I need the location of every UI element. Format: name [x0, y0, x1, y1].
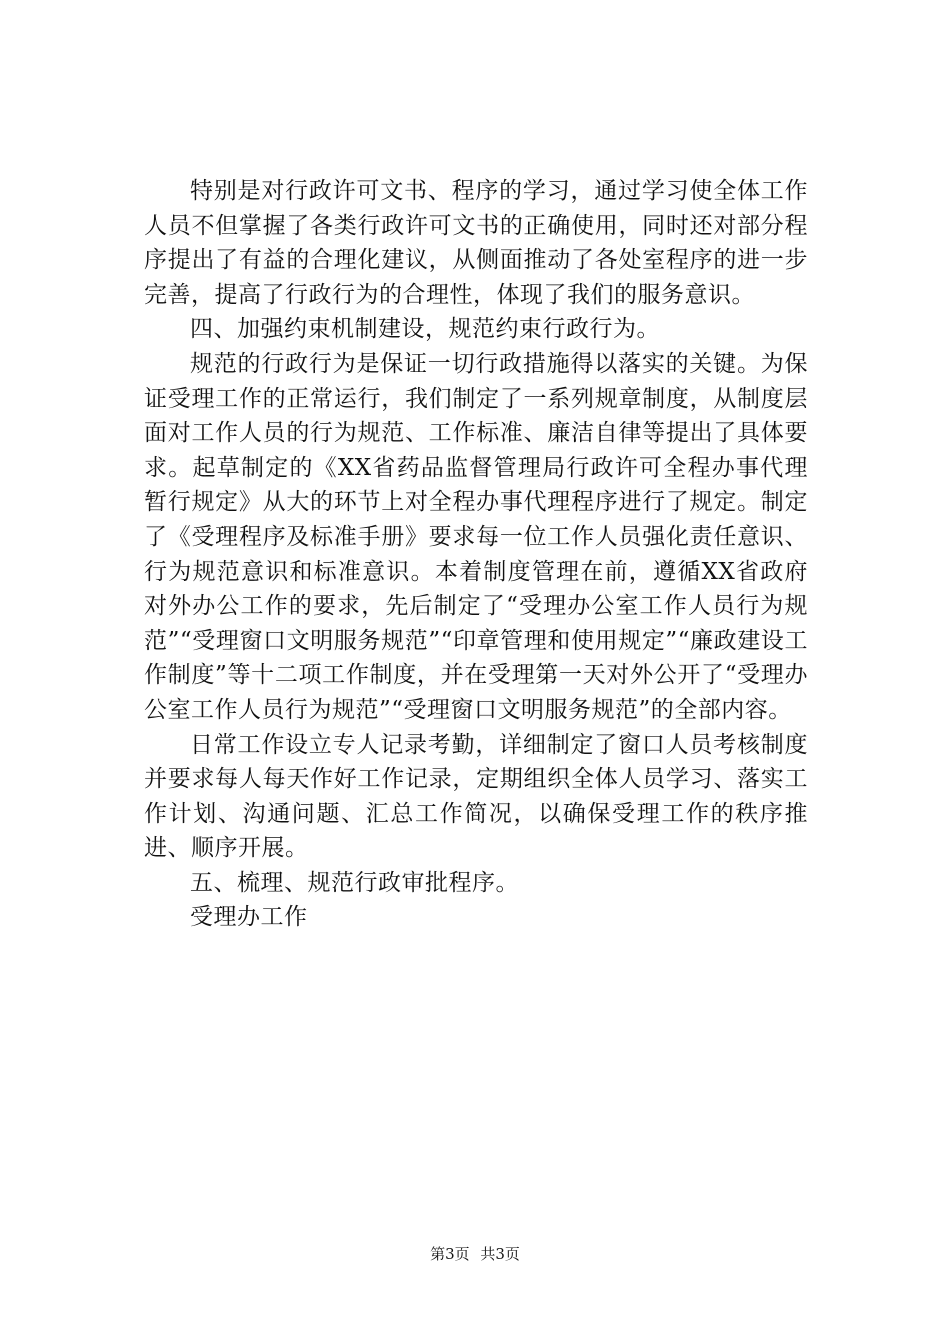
paragraph-license-study: 特别是对行政许可文书、程序的学习，通过学习使全体工作人员不但掌握了各类行政许可文书的正确使用，同时还对部分程序提出了有益的合理化建议，从侧面推动了各处室程序的进一步完善，提高了行政行为的合理性，体现了我们的服务意识。 [144, 178, 808, 308]
page-number: 第3页 [430, 1245, 470, 1263]
paragraph-office-work: 受理办工作 [190, 904, 308, 931]
section-heading-constraint-mechanism: 四、加强约束机制建设，规范约束行政行为。 [190, 316, 660, 343]
document-body [144, 174, 808, 935]
section-heading-approval-procedure: 五、梳理、规范行政审批程序。 [190, 869, 519, 896]
page-total: 共3页 [480, 1245, 520, 1263]
paragraph-regulations: 规范的行政行为是保证一切行政措施得以落实的关键。为保证受理工作的正常运行，我们制定了一系列规章制度，从制度层面对工作人员的行为规范、工作标准、廉洁自律等提出了具体要求。起草制定的《XX省药品监督管理局行政许可全程办事代理暂行规定》从大的环节上对全程办事代理程序进行了规定。制定了《受理程序及标准手册》要求每一位工作人员强化责任意识、行为规范意识和标准意识。本着制度管理在前，遵循XX省政府对外办公工作的要求，先后制定了“受理办公室工作人员行为规范”“受理窗口文明服务规范”“印章管理和使用规定”“廉政建设工作制度”等十二项工作制度，并在受理第一天对外公开了“受理办公室工作人员行为规范”“受理窗口文明服务规范”的全部内容。 [144, 350, 808, 723]
paragraph-daily-work: 日常工作设立专人记录考勤，详细制定了窗口人员考核制度并要求每人每天作好工作记录，定期组织全体人员学习、落实工作计划、沟通问题、汇总工作简况，以确保受理工作的秩序推进、顺序开展。 [144, 731, 808, 862]
page-footer [0, 1244, 950, 1264]
